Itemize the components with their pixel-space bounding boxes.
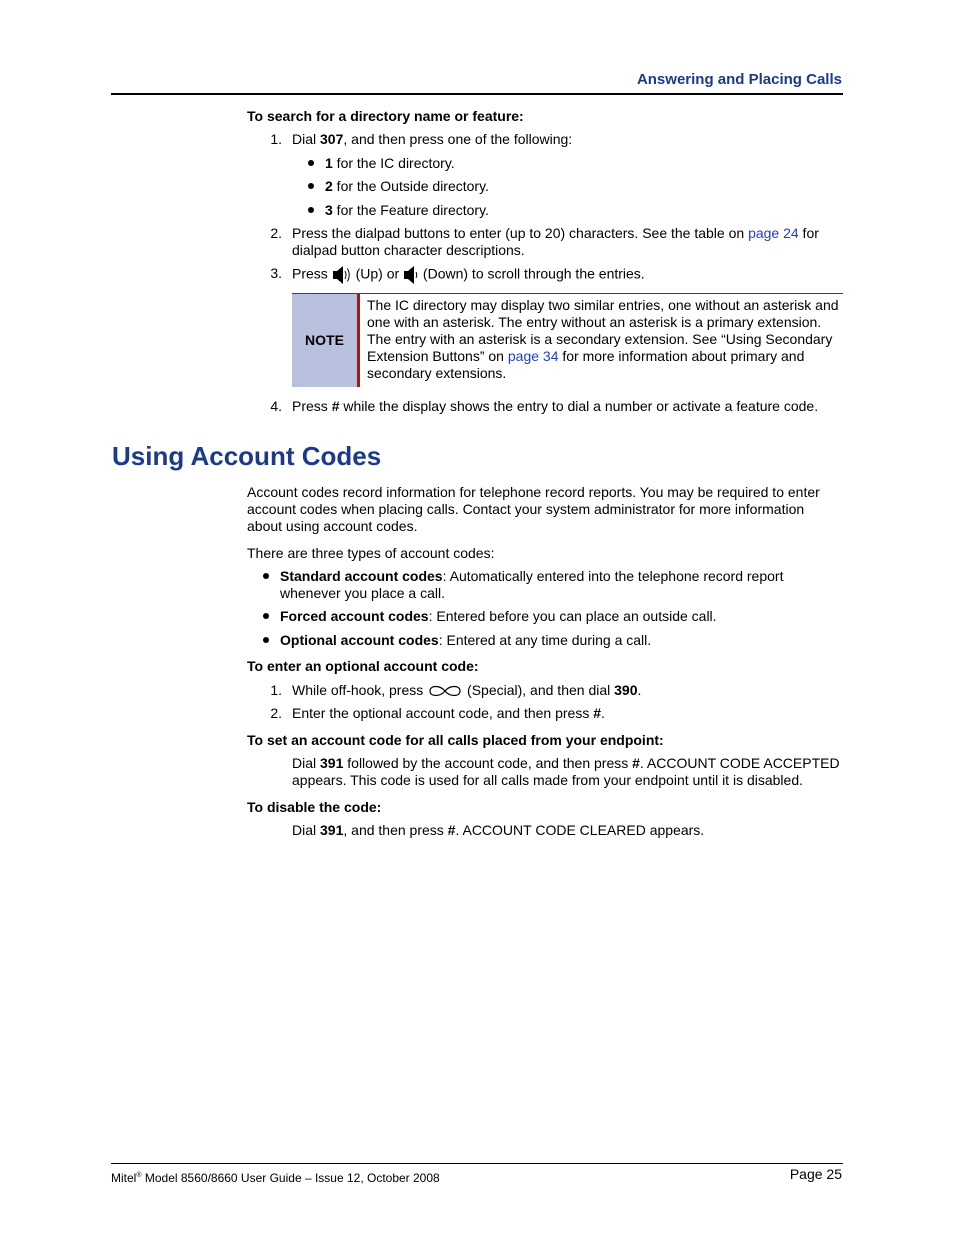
footer-rule (111, 1163, 843, 1164)
bullet-dot (308, 207, 314, 213)
bullet-dot (263, 573, 269, 579)
page-number: Page 25 (789, 1166, 842, 1182)
note-text: The IC directory may display two similar entries, one without an asterisk and one with an asterisk. The entry without an asterisk is a primary extension. The entry with an asterisk is a secondary extension. See “Using Secondary Extension Buttons” on page 34 for more information about primary and secondary extensions. (367, 297, 839, 381)
optional-heading: To enter an optional account code: (247, 658, 479, 674)
running-header: Answering and Placing Calls (636, 71, 842, 88)
note-label: NOTE (292, 294, 357, 387)
footer-document-title: Mitel® Model 8560/8660 User Guide – Issue 12, October 2008 (111, 1171, 440, 1185)
page-24-link[interactable]: page 24 (748, 225, 799, 241)
step-number: 1. (270, 131, 282, 147)
all-calls-heading: To set an account code for all calls placed from your endpoint: (247, 732, 664, 748)
search-heading: To search for a directory name or feature: (247, 108, 524, 124)
all-calls-text: Dial 391 followed by the account code, and then press #. ACCOUNT CODE ACCEPTED appears. This code is used for all calls made from your endpoint until it is disabled. (292, 755, 840, 788)
intro-paragraph: Account codes record information for telephone record reports. You may be required to enter account codes when placing calls. Contact your system administrator for more information about using account codes. (247, 484, 820, 534)
volume-down-icon (403, 265, 419, 285)
bullet-dot (263, 637, 269, 643)
note-divider (357, 294, 360, 387)
page-34-link[interactable]: page 34 (507, 348, 559, 364)
bullet-dot (263, 613, 269, 619)
special-key-icon (427, 683, 463, 699)
disable-text: Dial 391, and then press #. ACCOUNT CODE CLEARED appears. (292, 822, 705, 838)
bullet-dot (308, 160, 314, 166)
bullet-dot (308, 183, 314, 189)
note-top-rule (292, 293, 843, 294)
disable-heading: To disable the code: (247, 799, 382, 815)
types-intro: There are three types of account codes: (247, 545, 495, 561)
section-title: Using Account Codes (112, 441, 382, 471)
volume-up-icon (332, 265, 352, 285)
header-rule (111, 93, 843, 95)
